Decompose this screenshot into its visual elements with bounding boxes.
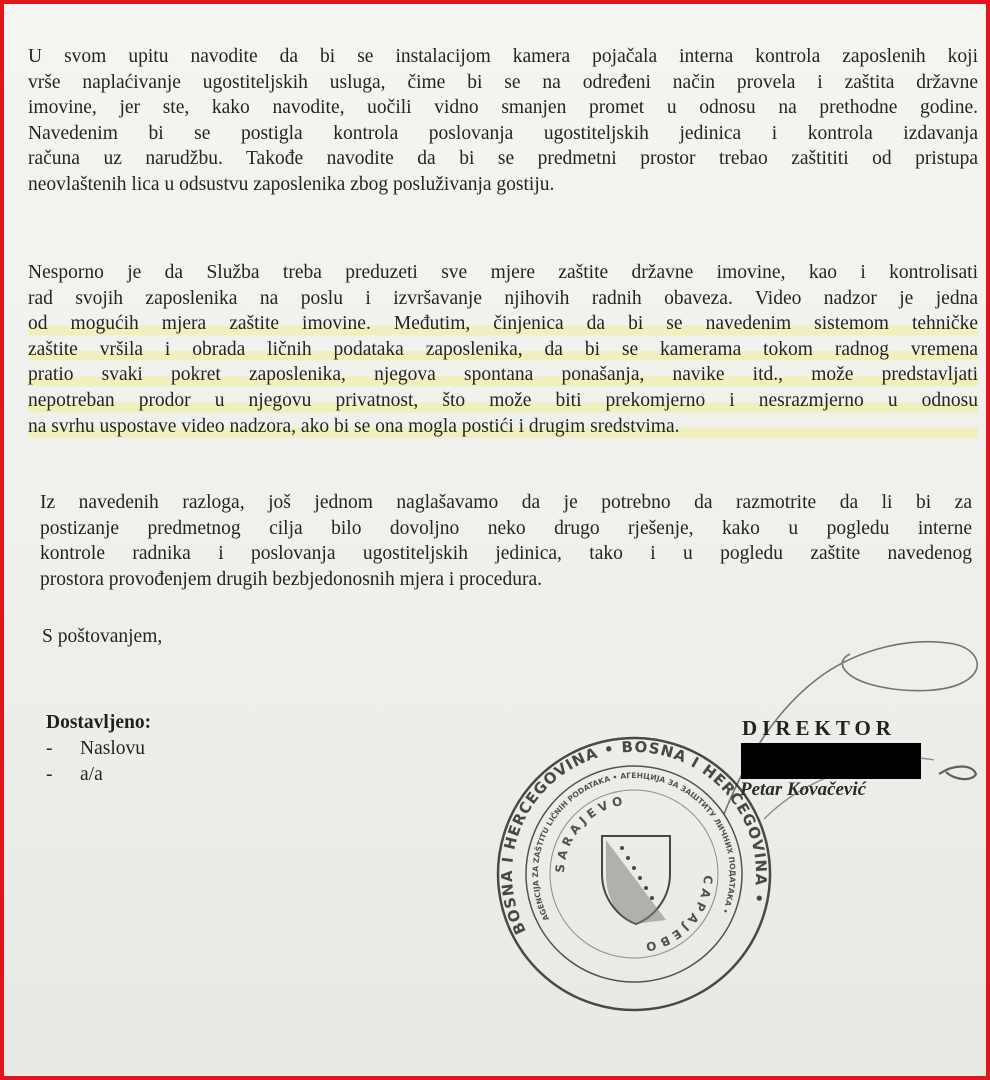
text-line: postizanje predmetnog cilja bilo dovoljno neko drugo rješenje, kako u pogledu interne [40,517,972,539]
closing-greeting: S poštovanjem, [42,626,163,647]
text-line: prostora provođenjem drugih bezbjedonosnih mjera i procedura. [40,568,542,590]
text-line: U svom upitu navodite da bi se instalacijom kamera pojačala interna kontrola zaposlenih koji [28,46,978,67]
highlighted-text-line: pratio svaki pokret zaposlenika, njegova spontana ponašanja, navike itd., može predstavljati [28,362,978,388]
text-line: imovine, jer ste, kako navodite, uočili vidno smanjen promet u odnosu na prethodne godine. [28,97,978,119]
official-stamp [494,724,774,1024]
stamp-inner-text: AGENCIJA ZA ZAŠTITU LIČNIH PODATAKA • АГЕНЦИЈА ЗА ЗАШТИТУ ЛИЧНИХ ПОДАТАКА • [530,770,738,923]
delivered-to-item [46,738,145,760]
highlighted-text-line: zaštite vršila i obrada ličnih podataka zaposlenika, da bi se kamerama tokom radnog vremena [28,337,978,363]
highlighted-text-line: nepotreban prodor u njegovu privatnost, što može biti prekomjerno i nesrazmjerno u odnosu [28,388,978,414]
text-line: računa uz narudžbu. Takođe navodite da bi se predmetni prostor trebao zaštititi od pristupa [28,148,978,170]
signer-name: Petar Kovačević [740,779,867,800]
paragraph-assessment [28,260,978,439]
paragraph-request-summary [28,44,978,198]
text-line: neovlaštenih lica u odsustvu zaposlenika zbog posluživanja gostiju. [28,173,555,195]
highlighted-text-line: na svrhu uspostave video nadzora, ako bi se ona mogla postići i drugim sredstvima. [28,414,978,440]
delivered-to-title: Dostavljeno: [46,712,152,733]
delivered-to-label: a/a [80,764,103,785]
delivered-to-item [46,764,103,786]
text-line: Nesporno je da Služba treba preduzeti sve mjere zaštite državne imovine, kao i kontrolisati [28,262,978,283]
highlighted-text-line: od mogućih mjera zaštite imovine. Međutim, činjenica da bi se navedenim sistemom tehničke [28,311,978,337]
coat-of-arms-icon [602,836,670,924]
text-line: vrše naplaćivanje ugostiteljskih usluga, čime bi se na određeni način provela i zaštita državne [28,71,978,93]
stamp-city-cyrillic: С А Р А Ј Е В О [644,874,716,954]
delivered-to-label: Naslovu [80,738,145,759]
list-dash: - [46,738,53,759]
stamp-city-latin: S A R A J E V O [552,793,624,874]
text-line: kontrole radnika i poslovanja ugostiteljskih jedinica, tako i u pogledu zaštite navedenog [40,543,972,565]
text-line: Iz navedenih razloga, još jednom naglašavamo da je potrebno da razmotrite da li bi za [40,492,972,513]
signer-role: DIREKTOR [742,716,896,740]
text-line: Navedenim bi se postigla kontrola poslovanja ugostiteljskih jedinica i kontrola izdavanja [28,122,978,144]
paragraph-conclusion [40,490,972,592]
text-line: rad svojih zaposlenika na poslu i izvršavanje njihovih radnih obaveza. Video nadzor je jedna [28,287,978,309]
stamp-outer-text: BOSNA I HERCEGOVINA • BOSNA I HERCEGOVINA • [497,737,771,938]
list-dash: - [46,764,53,785]
